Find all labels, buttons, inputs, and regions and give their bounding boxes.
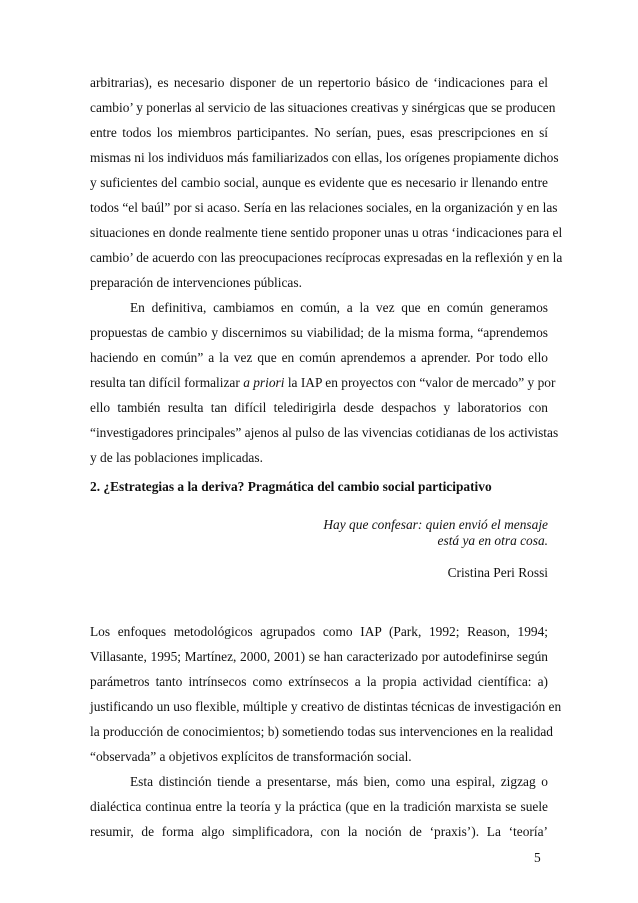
paragraph-line: situaciones en donde realmente tiene sentido proponer unas u otras ‘indicaciones para el [90,225,563,240]
paragraph-line: “investigadores principales” ajenos al pulso de las vivencias cotidianas de los activistas [90,425,559,440]
paragraph-line: haciendo en común” a la vez que en común aprendemos a aprender. Por todo ello [90,350,548,365]
paragraph-line: Los enfoques metodológicos agrupados como IAP (Park, 1992; Reason, 1994; [90,624,548,639]
section-heading: 2. ¿Estrategias a la deriva? Pragmática del cambio social participativo [90,479,492,494]
paragraph-line: mismas ni los individuos más familiarizados con ellas, los orígenes propiamente dichos [90,150,559,165]
paragraph-line: todos “el baúl” por si acaso. Sería en las relaciones sociales, en la organización y en las [90,200,558,215]
paragraph-line: arbitrarias), es necesario disponer de un repertorio básico de ‘indicaciones para el [90,75,548,90]
paragraph-line [90,375,556,391]
epigraph-line: Hay que confesar: quien envió el mensaje [323,517,548,532]
text-run: la IAP en proyectos con “valor de mercado” y por [284,375,556,390]
paragraph-line: parámetros tanto intrínsecos como extrínsecos a la propia actividad científica: a) [90,674,548,689]
paragraph-line: la producción de conocimientos; b) sometiendo todas sus intervenciones en la realidad [90,724,553,739]
paragraph-line: resumir, de forma algo simplificadora, con la noción de ‘praxis’). La ‘teoría’ [90,824,548,839]
italic-term: a priori [243,375,285,390]
paragraph-line: “observada” a objetivos explícitos de transformación social. [90,749,412,764]
paragraph-line: entre todos los miembros participantes. No serían, pues, esas prescripciones en sí [90,125,548,140]
paragraph-line: preparación de intervenciones públicas. [90,275,302,290]
paragraph-line: En definitiva, cambiamos en común, a la vez que en común generamos [130,300,548,315]
paragraph-line: dialéctica continua entre la teoría y la práctica (que en la tradición marxista se suele [90,799,548,814]
paragraph-line: cambio’ de acuerdo con las preocupaciones recíprocas expresadas en la reflexión y en la [90,250,563,265]
paragraph-line: y de las poblaciones implicadas. [90,450,263,465]
paragraph-line: Esta distinción tiende a presentarse, más bien, como una espiral, zigzag o [130,774,548,789]
epigraph-line: está ya en otra cosa. [437,533,548,548]
paragraph-line: ello también resulta tan difícil teledirigirla desde despachos y laboratorios con [90,400,548,415]
paragraph-line: propuestas de cambio y discernimos su viabilidad; de la misma forma, “aprendemos [90,325,548,340]
epigraph-author: Cristina Peri Rossi [447,565,548,580]
paragraph-line: Villasante, 1995; Martínez, 2000, 2001) se han caracterizado por autodefinirse según [90,649,548,664]
paragraph-line: justificando un uso flexible, múltiple y creativo de distintas técnicas de investigación en [90,699,562,714]
page-number: 5 [534,850,541,865]
paragraph-line: y suficientes del cambio social, aunque es evidente que es necesario ir llenando entre [90,175,548,190]
text-run: resulta tan difícil formalizar [90,375,244,390]
paragraph-line: cambio’ y ponerlas al servicio de las situaciones creativas y sinérgicas que se producen [90,100,556,115]
